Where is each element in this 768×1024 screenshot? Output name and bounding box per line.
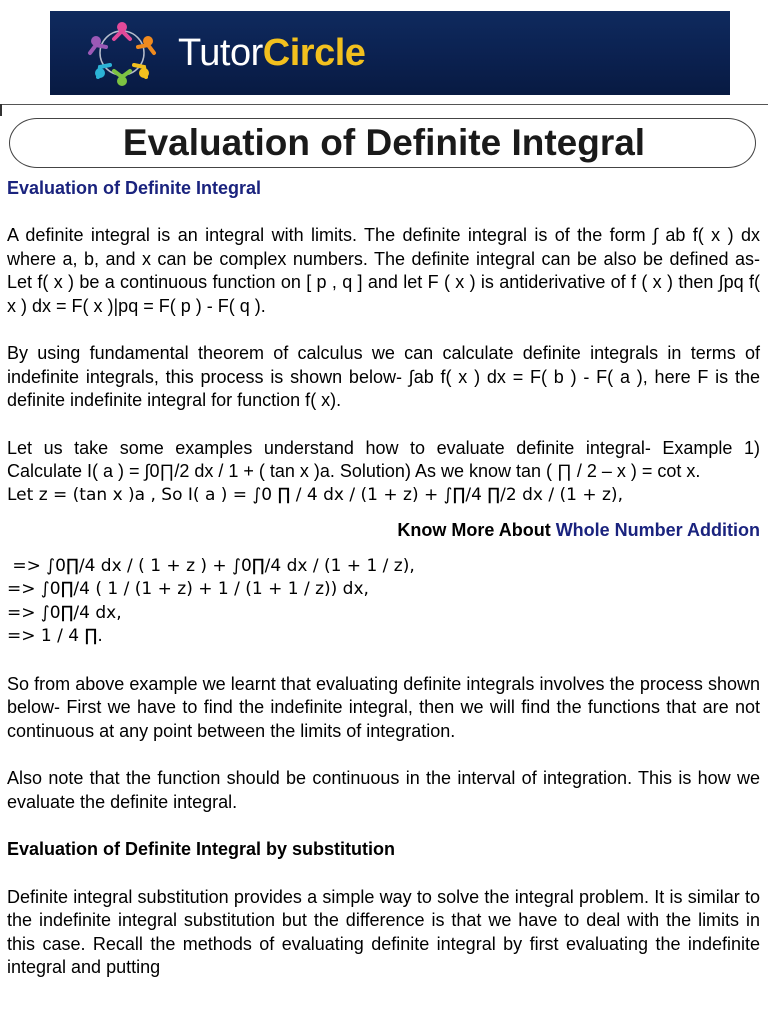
divider-tick (0, 104, 2, 116)
paragraph-substitution-line: Let z = (tan x )a , So I( a ) = ∫0 ∏ / 4 dx / (1 + z) + ∫∏/4 ∏/2 dx / (1 + z), (7, 484, 623, 505)
section-heading-substitution: Evaluation of Definite Integral by substitution (7, 839, 396, 859)
paragraph-substitution: Definite integral substitution provides a simple way to solve the integral problem. It is similar to the indefinite integral substitution but the difference is that we have to deal with the limits in this case. Recall the methods of evaluating definite integral by first evaluating the indefinite integral and putting (7, 886, 760, 977)
tutorcircle-logo-icon (74, 17, 170, 89)
section-heading: Evaluation of Definite Integral (7, 178, 262, 198)
logo-text (178, 31, 365, 75)
logo-text-tutor: Tutor (178, 32, 263, 74)
know-more-line (7, 519, 760, 543)
header-banner (50, 11, 730, 95)
solution-step: => ∫0∏/4 ( 1 / (1 + z) + 1 / (1 + 1 / z)) dx, (7, 579, 369, 599)
know-more-prefix: Know More About (397, 520, 556, 540)
paragraph-continuity-note: Also note that the function should be continuous in the interval of integration. This is how we evaluate the definite integral. (7, 768, 760, 812)
know-more-link[interactable]: Whole Number Addition (555, 520, 760, 540)
article-body (7, 176, 760, 980)
logo-text-circle: Circle (262, 32, 366, 74)
paragraph-definition: A definite integral is an integral with limits. The definite integral is of the form ∫ ab f( x ) dx where a, b, and x can be complex numbers. The definite integral can be also be defined as- Let f( x ) be a continuous function on [ p , q ] and let F ( x ) is antiderivative of f ( x ) then ∫pq f( x ) dx = F( x )|pq = F( p ) - F( q ). (7, 225, 760, 316)
solution-step: => ∫0∏/4 dx / ( 1 + z ) + ∫0∏/4 dx / (1 + 1 / z), (7, 555, 415, 576)
solution-step: => ∫0∏/4 dx, (7, 602, 122, 623)
page-title: Evaluation of Definite Integral (122, 122, 646, 163)
paragraph-example: Let us take some examples understand how to evaluate definite integral- Example 1) Calculate I( a ) = ∫0∏/2 dx / 1 + ( tan x )a. Solution) As we know tan ( ∏ / 2 – x ) = cot x. (7, 437, 760, 481)
header-divider (0, 104, 768, 105)
solution-step: => 1 / 4 ∏. (7, 626, 103, 646)
paragraph-fundamental-theorem: By using fundamental theorem of calculus we can calculate definite integrals in terms of indefinite integrals, this process is shown below- ∫ab f( x ) dx = F( b ) - F( a ), here F is the definite indefinite integral for function f( x). (7, 343, 760, 410)
paragraph-summary: So from above example we learnt that evaluating definite integrals involves the process shown below- First we have to find the indefinite integral, then we will find the functions that are not continuous at any point between the limits of integration. (7, 673, 760, 741)
